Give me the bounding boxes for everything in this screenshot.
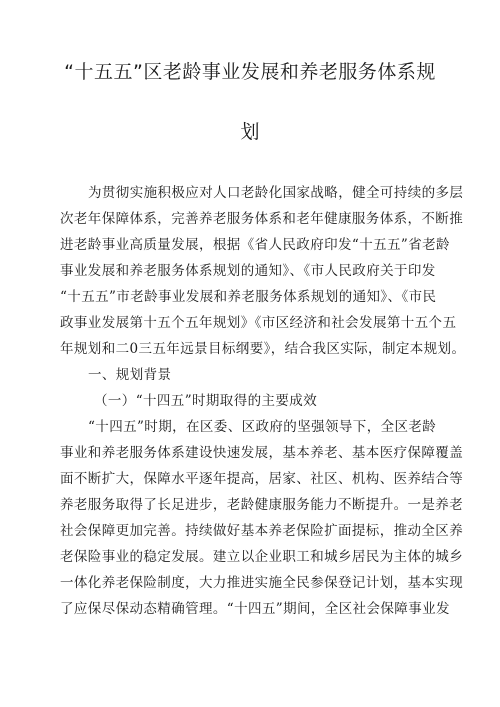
- paragraph-line: 为贯彻实施积极应对人口老龄化国家战略，健全可持续的多层: [88, 185, 464, 201]
- section-heading: 一、规划背景: [88, 367, 172, 383]
- paragraph-line: 事业和养老服务体系建设快速发展，基本养老、基本医疗保障覆盖: [60, 445, 464, 461]
- document-title: “十五五”区老龄事业发展和养老服务体系规: [64, 61, 436, 83]
- paragraph-line: 面不断扩大，保障水平逐年提高，居家、社区、机构、医养结合等: [60, 471, 464, 487]
- paragraph-line: “十五五”市老龄事业发展和养老服务体系规划的通知》、《市民: [60, 289, 437, 305]
- document-title-continued: 划: [240, 121, 260, 143]
- paragraph-line: “十四五”时期，在区委、区政府的坚强领导下，全区老龄: [88, 419, 437, 435]
- paragraph-line: 进老龄事业高质量发展，根据《省人民政府印发“十五五”省老龄: [60, 237, 450, 253]
- paragraph-line: 一体化养老保险制度，大力推进实施全民参保登记计划，基本实现: [60, 575, 464, 591]
- paragraph-line: 年规划和二0三五年远景目标纲要》，结合我区实际，制定本规划。: [60, 341, 466, 357]
- paragraph-line: 次老年保障体系，完善养老服务体系和老年健康服务体系，不断推: [60, 211, 464, 227]
- paragraph-line: 养老服务取得了长足进步，老龄健康服务能力不断提升。一是养老: [60, 497, 464, 513]
- paragraph-line: 了应保尽保动态精确管理。“十四五”期间，全区社会保障事业发: [60, 601, 450, 617]
- paragraph-line: 政事业发展第十五个五年规划》《市区经济和社会发展第十五个五: [60, 315, 457, 331]
- paragraph-line: 事业发展和养老服务体系规划的通知》、《市人民政府关于印发: [60, 263, 436, 279]
- paragraph-line: 社会保障更加完善。持续做好基本养老保险扩面提标，推动全区养: [60, 523, 464, 539]
- paragraph-line: 老保险事业的稳定发展。建立以企业职工和城乡居民为主体的城乡: [60, 549, 464, 565]
- subsection-heading: （一）“十四五”时期取得的主要成效: [94, 393, 318, 409]
